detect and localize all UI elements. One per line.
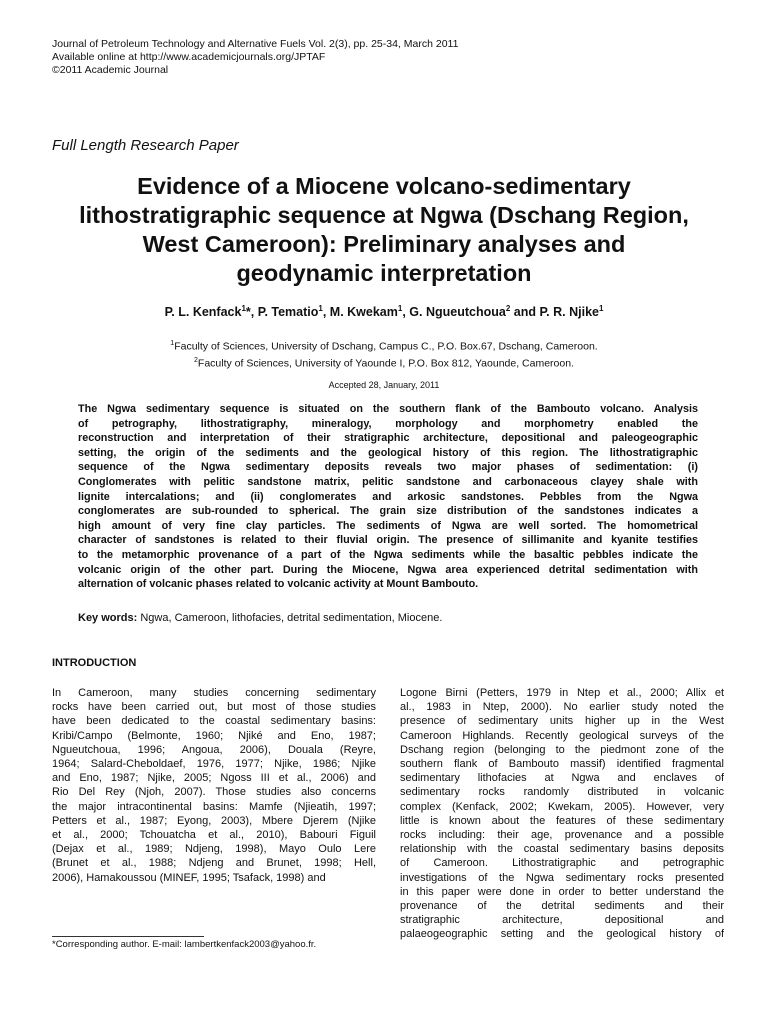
body-line: 1964; Salard-Cheboldaef, 1976, 1977; Njike, 1986; Njike — [52, 758, 376, 771]
abstract-line: The Ngwa sedimentary sequence is situated on the southern flank of the Bambouto volcano. Analysis — [78, 403, 698, 415]
abstract-line: character of sandstones is related to their fluvial origin. The presence of sillimanite and kyanite testifies — [78, 534, 698, 547]
author-list — [0, 304, 768, 319]
body-line: stratigraphic architecture, depositional and — [400, 914, 724, 927]
paper-type: Full Length Research Paper — [52, 137, 239, 154]
body-line: (Brunet et al., 1988; Ndjeng and Brunet, 1998; Hell, — [52, 857, 376, 870]
body-line: complex (Kenfack, 2002; Kwekam, 2005). However, very — [400, 800, 724, 813]
abstract-line: Conglomerates with pelitic sandstone matrix, pelitic sandstone and carbonaceous clayey shale with — [78, 475, 698, 488]
body-line: in this paper were done in order to better understand the — [400, 885, 724, 898]
author-name: M. Kwekam — [329, 305, 398, 320]
author-separator: , — [322, 305, 330, 320]
abstract-line: conglomerates are sub-rounded to spherical. The grain size distribution of the sandstones indicates a — [78, 505, 698, 518]
section-heading: INTRODUCTION — [52, 657, 137, 669]
author-affil-mark: 1 — [397, 304, 403, 313]
body-line: rocks including: their age, provenance and a possible — [400, 829, 724, 842]
affiliation-mark: 2 — [194, 356, 198, 364]
affiliation-mark: 1 — [170, 340, 175, 347]
keywords-text: Ngwa, Cameroon, lithofacies, detrital sedimentation, Miocene. — [137, 612, 443, 624]
footnote-rule — [52, 936, 204, 937]
body-line: Kribi/Campo (Belmonte, 1960; Njiké and Eno, 1987; — [52, 729, 376, 742]
abstract-line: volcanic origin of the other part. During the Miocene, Ngwa area experienced detrital sedimentation with — [78, 563, 698, 576]
abstract-line: sequence of the Ngwa sedimentary deposits reveals two major phases of sedimentation: (i) — [78, 461, 698, 474]
body-line: Logone Birni (Petters, 1979 in Ntep et al., 2000; Allix et — [400, 687, 724, 699]
body-line: Petters et al., 1987; Eyong, 2003), Mbere Djerem (Njike — [52, 814, 376, 827]
affiliation-line — [0, 337, 768, 354]
abstract-line: reconstruction and interpretation of their stratigraphic architecture, depositional and paleogeographic — [78, 432, 698, 445]
body-line: Ngueutchoua, 1996; Angoua, 2006), Douala (Reyre, — [52, 743, 376, 756]
author-separator: and — [510, 305, 540, 320]
journal-citation: Journal of Petroleum Technology and Alternative Fuels Vol. 2(3), pp. 25-34, March 2011 — [52, 38, 459, 50]
body-line: of Cameroon. Lithostratigraphic and petrographic — [400, 857, 724, 870]
affiliations — [0, 337, 768, 370]
affiliation-text: Faculty of Sciences, University of Yaounde I, P.O. Box 812, Yaounde, Cameroon. — [197, 357, 574, 369]
body-line: In Cameroon, many studies concerning sedimentary — [52, 687, 376, 699]
abstract-line: setting, the origin of the sediments and the geological history of this region. The lithostratigraphic — [78, 446, 698, 459]
body-line: investigations of the Ngwa sedimentary rocks presented — [400, 871, 724, 884]
body-line: the major intracontinental basins: Mamfe (Njieatih, 1997; — [52, 800, 376, 813]
abstract-line: to the metamorphic provenance of a part of the Ngwa sediments while the basaltic pebbles indicate the — [78, 548, 698, 561]
body-line: little is known about the features of these sedimentary — [400, 814, 724, 827]
body-line: Dschang region (belonging to the piedmont zone of the — [400, 743, 724, 756]
author-affil-mark: 1 — [241, 304, 246, 313]
author-affil-mark: 1 — [598, 304, 604, 313]
author-name: P. Tematio — [257, 305, 319, 320]
body-line: presence of sedimentary units higher up in the West — [400, 715, 724, 728]
body-line: provenance of the detrital sediments and their — [400, 900, 724, 913]
author-affil-mark: 2 — [505, 304, 511, 313]
author-name: G. Ngueutchoua — [409, 305, 506, 320]
abstract-line: lignite intercalations; and (ii) conglomerates and arkosic sandstones. Pebbles from the Ngwa — [78, 490, 698, 503]
body-line: have been dedicated to the coastal sedimentary basins: — [52, 715, 376, 728]
corresponding-author-footnote: *Corresponding author. E-mail: lambertkenfack2003@yahoo.fr. — [52, 939, 317, 950]
corresponding-mark: *, — [245, 305, 258, 320]
body-line: sedimentary rocks randomly distributed in volcanic — [400, 786, 724, 799]
body-line: (Dejax et al., 1989; Ndjeng, 1998), Mayo Oulo Lere — [52, 843, 376, 856]
author-affil-mark: 1 — [318, 304, 323, 313]
title-line: Evidence of a Miocene volcano-sedimentary — [137, 173, 631, 199]
right-column — [400, 686, 724, 942]
affiliation-text: Faculty of Sciences, University of Dschang, Campus C., P.O. Box.67, Dschang, Cameroon. — [174, 340, 598, 353]
body-line: southern flank of Bambouto massif) identified fragmental — [400, 758, 724, 771]
paper-title — [40, 172, 728, 288]
body-line: palaeogeographic setting and the geological history of — [400, 928, 724, 941]
abstract-line: alternation of volcanic phases related to volcanic activity at Mount Bambouto. — [78, 578, 479, 591]
journal-header — [52, 38, 458, 77]
left-column — [52, 686, 376, 885]
body-line: Rio Del Rey (Njoh, 2007). Those studies also concerns — [52, 786, 376, 799]
journal-url-line: Available online at http://www.academicjournals.org/JPTAF — [52, 51, 326, 63]
title-line: geodynamic interpretation — [236, 260, 532, 286]
abstract — [78, 402, 698, 592]
accepted-date: Accepted 28, January, 2011 — [328, 380, 440, 390]
body-line: rocks have been carried out, but most of those studies — [52, 701, 376, 714]
keywords — [78, 612, 698, 624]
abstract-line: high amount of very fine clay particles. The sediments of Ngwa are well sorted. The homometrical — [78, 519, 698, 532]
journal-copyright: ©2011 Academic Journal — [52, 64, 169, 76]
abstract-line: of petrography, lithostratigraphy, mineralogy, morphology and morphometry enabled the — [78, 417, 698, 430]
title-line: West Cameroon): Preliminary analyses and — [142, 231, 626, 257]
body-line: al., 1983 in Ntep, 2000). No earlier study noted the — [400, 701, 724, 714]
body-line: relationship with the coastal sedimentary basins deposits — [400, 843, 724, 856]
title-line: lithostratigraphic sequence at Ngwa (Dschang Region, — [79, 202, 689, 228]
body-line: sedimentary lithofacies at Ngwa and enclaves of — [400, 772, 724, 785]
body-line: and Eno, 1987; Njike, 2005; Ngoss III et al., 2006) and — [52, 772, 376, 785]
affiliation-line — [0, 354, 768, 371]
author-name: P. R. Njike — [539, 305, 599, 320]
body-line: et al., 2000; Tchouatcha et al., 2010), Babouri Figuil — [52, 829, 376, 842]
body-line: Cameroon Highlands. Recently geological surveys of the — [400, 729, 724, 742]
author-separator: , — [402, 305, 410, 320]
author-name: P. L. Kenfack — [164, 305, 242, 320]
body-line: 2006), Hamakoussou (MINEF, 1995; Tsafack, 1998) and — [52, 871, 326, 884]
keywords-label: Key words: — [78, 612, 138, 624]
